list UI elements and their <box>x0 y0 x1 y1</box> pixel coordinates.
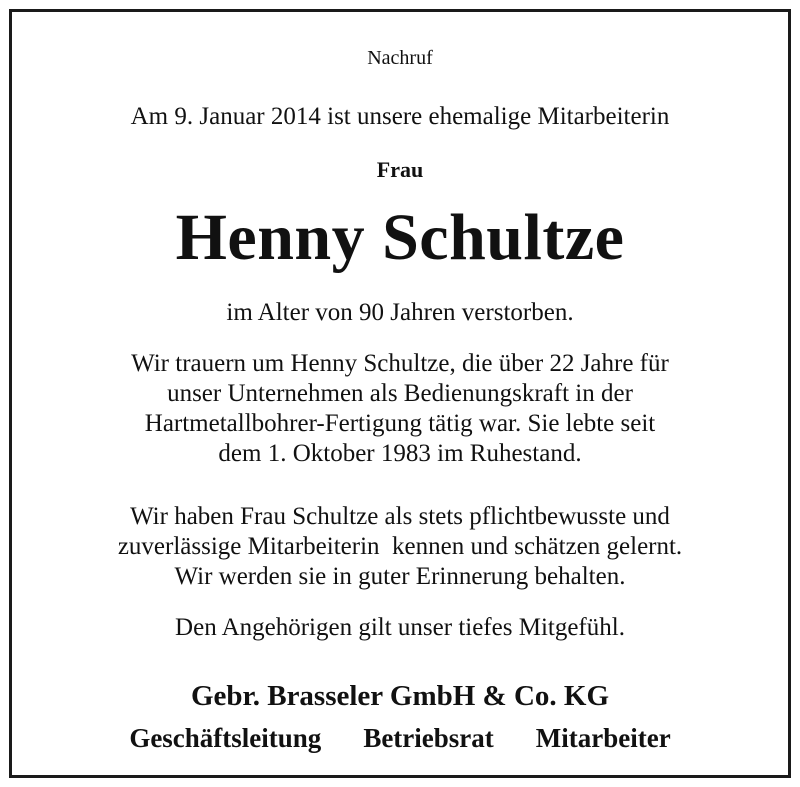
obituary-content <box>12 12 788 775</box>
deceased-name: Henny Schultze <box>175 201 625 274</box>
department-employees: Mitarbeiter <box>535 723 671 753</box>
paragraph-line: zuverlässige Mitarbeiterin kennen und schätzen gelernt. <box>117 533 683 560</box>
honorific: Frau <box>376 157 424 182</box>
paragraph-line: Wir haben Frau Schultze als stets pflichtbewusste und <box>130 503 670 530</box>
obituary-frame <box>9 9 791 778</box>
signatory-departments <box>12 723 788 754</box>
paragraph-tribute <box>12 349 788 469</box>
department-works-council: Betriebsrat <box>363 723 494 753</box>
paragraph-line: unser Unternehmen als Bedienungskraft in der <box>167 380 633 407</box>
age-line: im Alter von 90 Jahren verstorben. <box>226 299 574 326</box>
paragraph-line: Hartmetallbohrer-Fertigung tätig war. Sie lebte seit <box>144 410 656 437</box>
paragraph-condolence: Den Angehörigen gilt unser tiefes Mitgefühl. <box>175 614 625 641</box>
paragraph-line: dem 1. Oktober 1983 im Ruhestand. <box>218 440 582 467</box>
paragraph-appreciation <box>12 502 788 592</box>
intro-line: Am 9. Januar 2014 ist unsere ehemalige Mitarbeiterin <box>130 103 670 130</box>
company-name: Gebr. Brasseler GmbH & Co. KG <box>190 680 610 712</box>
department-management: Geschäftsleitung <box>129 723 322 753</box>
heading: Nachruf <box>367 47 433 69</box>
paragraph-line: Wir trauern um Henny Schultze, die über 22 Jahre für <box>131 350 669 377</box>
paragraph-line: Wir werden sie in guter Erinnerung behalten. <box>174 563 626 590</box>
